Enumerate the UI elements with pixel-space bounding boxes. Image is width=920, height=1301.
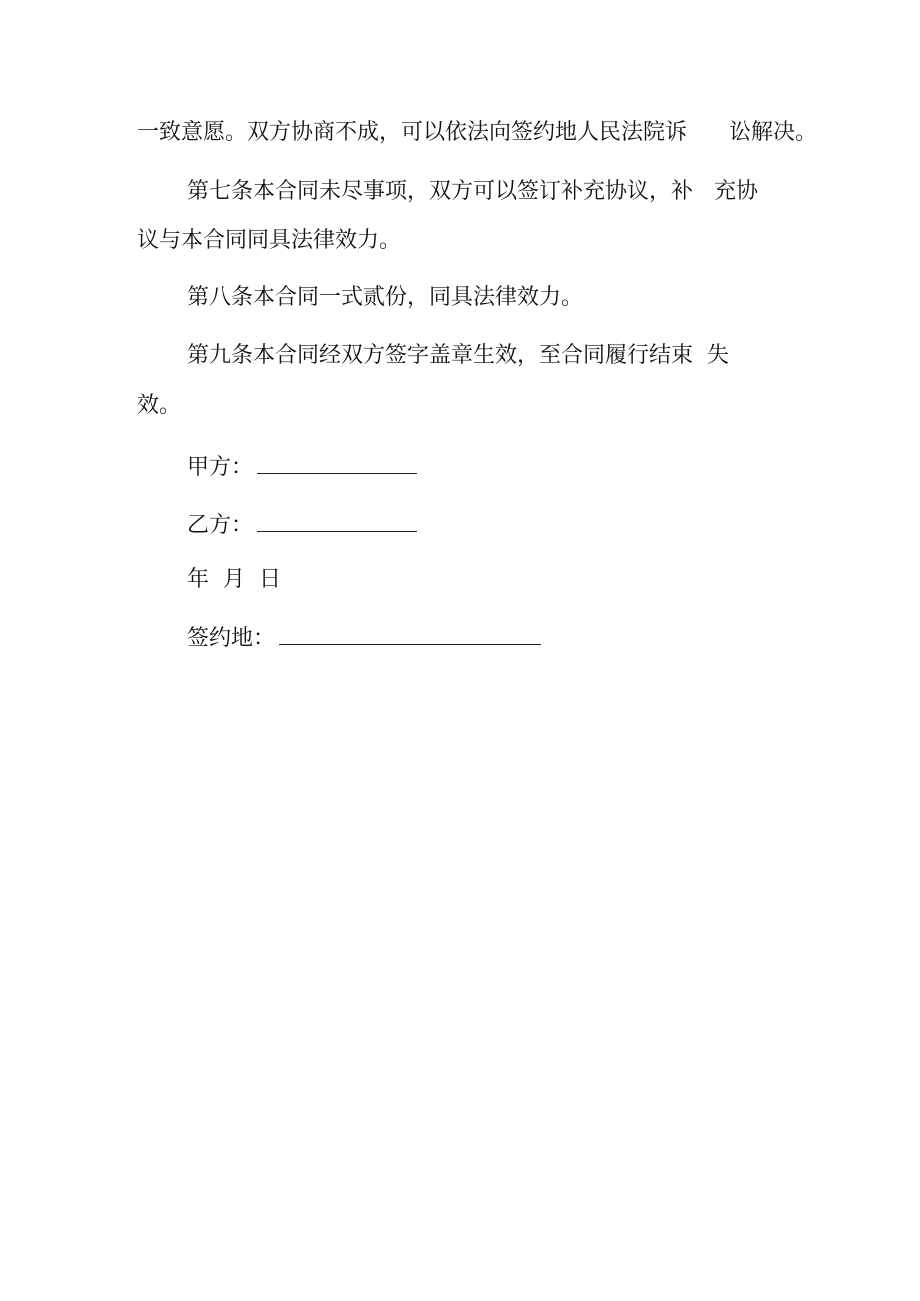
signing-location-blank[interactable] — [279, 622, 541, 645]
signing-location-label: 签约地： — [187, 626, 276, 651]
paragraph-line: 一致意愿。双方协商不成，可以依法向签约地人民法院诉 讼解决。 — [137, 120, 817, 145]
clause-seven-continuation: 议与本合同同具法律效力。 — [137, 228, 402, 253]
party-a-label: 甲方： — [187, 455, 254, 480]
clause-eight-line: 第八条本合同一式贰份，同具法律效力。 — [187, 285, 584, 310]
signing-location-row — [187, 622, 541, 654]
party-b-blank[interactable] — [257, 509, 417, 532]
party-b-label: 乙方： — [187, 513, 254, 538]
party-a-blank[interactable] — [257, 451, 417, 474]
party-b-signature-row — [187, 509, 417, 541]
clause-nine-continuation: 效。 — [137, 393, 182, 418]
date-label: 年 月 日 — [187, 567, 281, 592]
clause-nine-line: 第九条本合同经双方签字盖章生效，至合同履行结束 失 — [187, 343, 729, 368]
party-a-signature-row — [187, 451, 417, 483]
clause-seven-line: 第七条本合同未尽事项，双方可以签订补充协议，补 充协 — [187, 179, 758, 204]
